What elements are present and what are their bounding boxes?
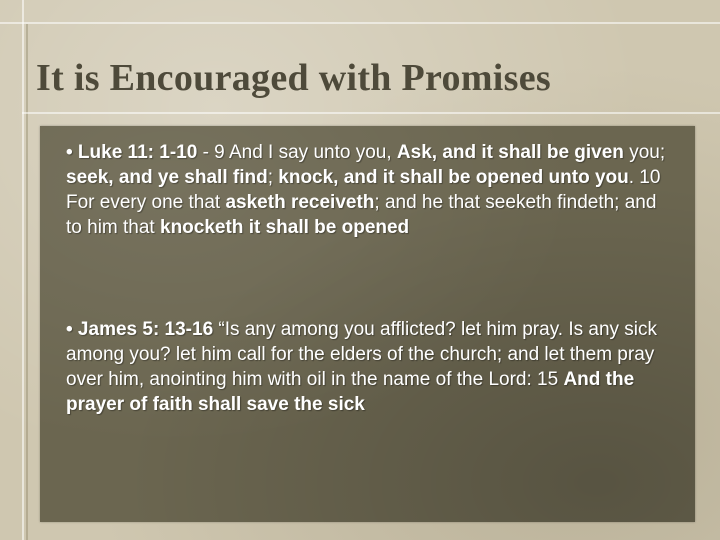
bullet-segment: . 10 For every one that bbox=[66, 167, 661, 213]
frame-line-left-inner bbox=[26, 24, 28, 540]
bullet-segment: knocketh it shall be opened bbox=[160, 217, 410, 238]
bullet-segment: seek, and ye shall find bbox=[66, 167, 268, 188]
bullet-segment: ; bbox=[267, 167, 279, 188]
frame-line-left bbox=[22, 0, 24, 540]
bullet-segment: “Is any among you afflicted? let him pray. Is any sick among you? let him call for the elders of the church; and let them pray over him, anointing him with oil in the name of the Lord: 15 bbox=[66, 319, 658, 390]
bullet-luke bbox=[66, 140, 666, 240]
bullet-segment: asketh receiveth bbox=[225, 192, 375, 213]
bullet-segment: - 9 And I say unto you, bbox=[202, 142, 397, 163]
frame-line-top bbox=[0, 22, 720, 24]
bullet-segment: And the prayer of faith shall save the sick bbox=[66, 369, 635, 415]
slide-title: It is Encouraged with Promises bbox=[36, 57, 551, 99]
bullet-segment: • James 5: 13-16 bbox=[66, 319, 219, 340]
bullet-segment: • Luke 11: 1-10 bbox=[66, 142, 203, 163]
bullet-segment: ; and he that seeketh findeth; and to him that bbox=[66, 192, 657, 238]
frame-line-under-title bbox=[22, 112, 720, 114]
bullet-james bbox=[66, 317, 666, 417]
bullet-segment: you; bbox=[623, 142, 666, 163]
bullet-segment: knock, and it shall be opened unto you bbox=[278, 167, 629, 188]
bullet-segment: Ask, and it shall be given bbox=[396, 142, 624, 163]
